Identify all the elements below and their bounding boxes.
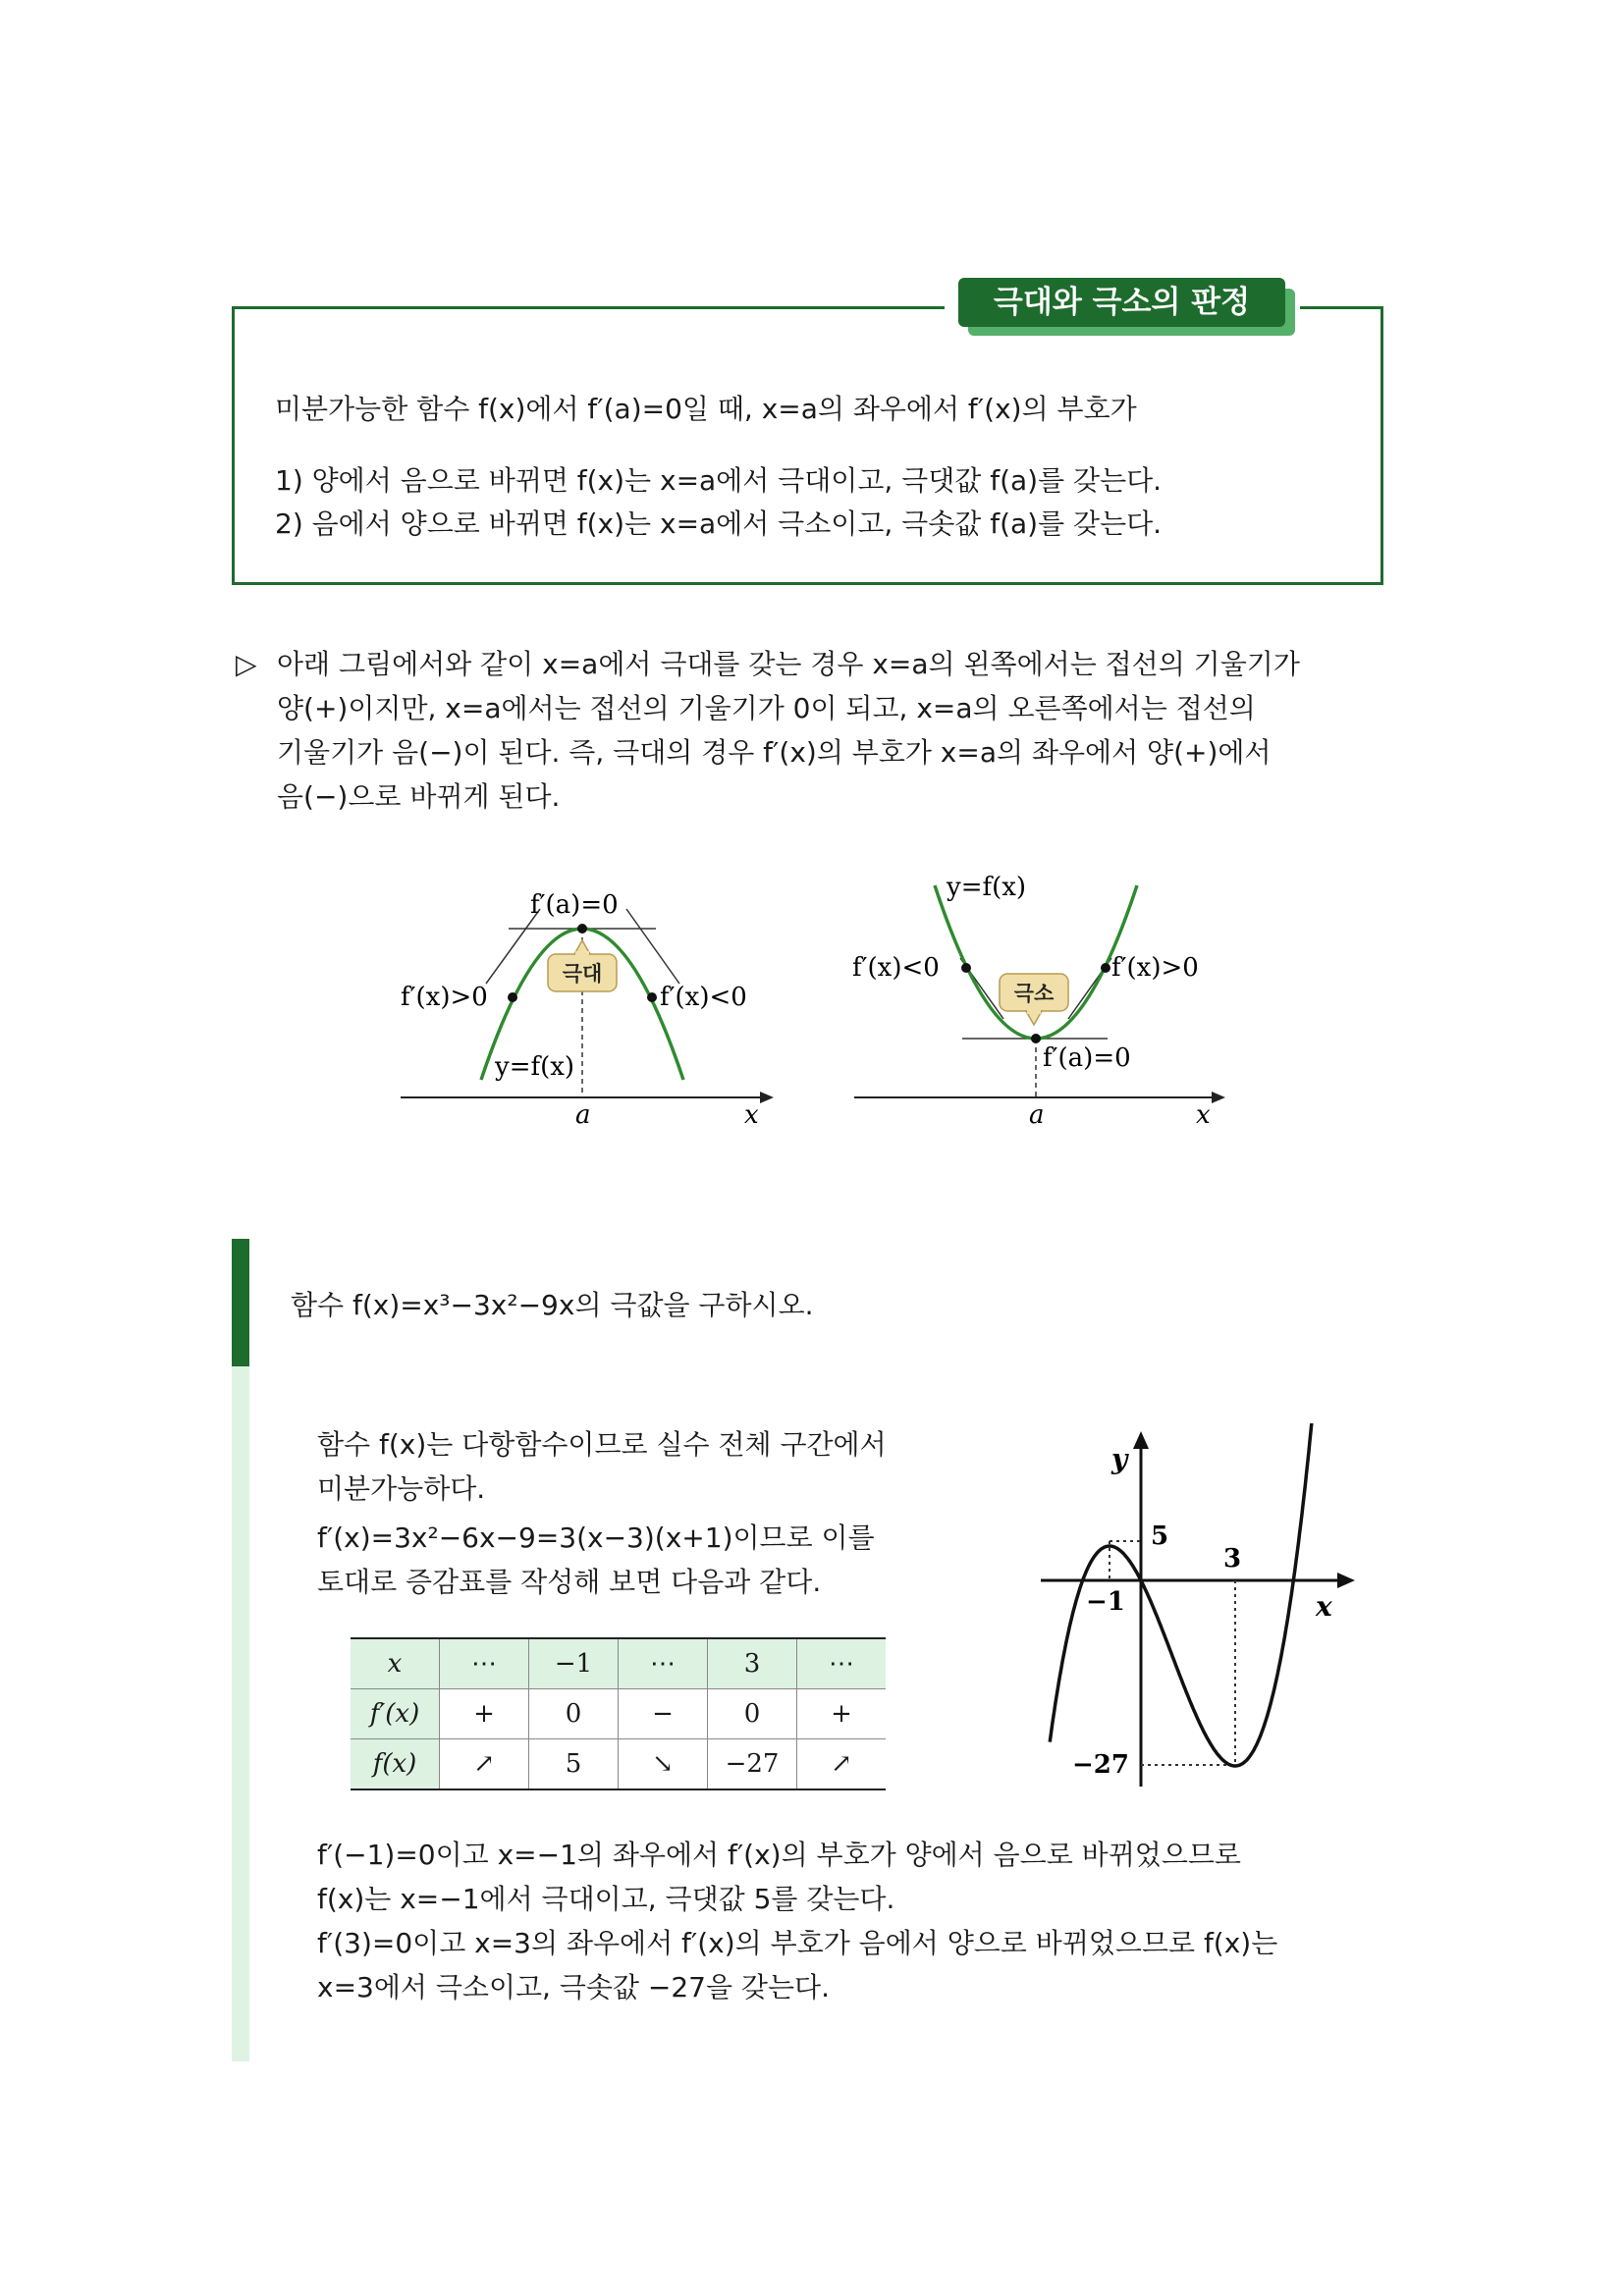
example-bar-light [232, 1366, 249, 2061]
min-x-label: x [1196, 1100, 1211, 1129]
table-cell: 0 [529, 1689, 619, 1739]
table-cell: f(x) [351, 1739, 440, 1790]
table-cell: 0 [708, 1689, 797, 1739]
max-right-label: f′(x)<0 [660, 983, 747, 1012]
table-cell: ⋯ [619, 1638, 708, 1689]
explanation-marker: ▷ [236, 648, 257, 680]
example-problem: 함수 f(x)=x³−3x²−9x의 극값을 구하시오. [291, 1289, 814, 1321]
max-point-right [647, 992, 657, 1002]
max-tangent-right [626, 909, 679, 984]
solution-line-1: 함수 f(x)는 다항함수이므로 실수 전체 구간에서 [317, 1428, 887, 1461]
table-cell: −1 [529, 1638, 619, 1689]
max-top-label: f′(a)=0 [530, 890, 619, 920]
graph-min-x-label: 3 [1223, 1544, 1242, 1574]
explanation-line-1: 아래 그림에서와 같이 x=a에서 극대를 갖는 경우 x=a의 왼쪽에서는 접선의 기울기가 [277, 648, 1300, 680]
max-badge-label: 극대 [562, 962, 603, 986]
table-cell: ↗ [797, 1739, 887, 1790]
graph-y-label: y [1111, 1443, 1128, 1475]
min-bottom-label: f′(a)=0 [1043, 1043, 1131, 1073]
table-cell: 5 [529, 1739, 619, 1790]
graph-y-axis-arrow [1133, 1431, 1149, 1449]
graph-x-axis-arrow [1337, 1573, 1355, 1588]
definition-intro: 미분가능한 함수 f(x)에서 f′(a)=0일 때, x=a의 좌우에서 f′(x)의 부호가 [275, 393, 1137, 425]
table-row [351, 1739, 886, 1790]
explanation-line-3: 기울기가 음(−)이 된다. 즉, 극대의 경우 f′(x)의 부호가 x=a의 좌우에서 양(+)에서 [277, 736, 1272, 769]
table-cell: ⋯ [797, 1638, 887, 1689]
min-point-bottom [1031, 1034, 1041, 1043]
definition-item-1: 1) 양에서 음으로 바뀌면 f(x)는 x=a에서 극대이고, 극댓값 f(a)를 갖는다. [275, 464, 1163, 497]
max-point-left [508, 992, 517, 1002]
table-cell: −27 [708, 1739, 797, 1790]
table-row [351, 1689, 886, 1739]
table-cell: + [797, 1689, 887, 1739]
table-cell: ↗ [440, 1739, 529, 1790]
max-tangent-left [486, 909, 540, 984]
min-a-label: a [1029, 1100, 1045, 1129]
max-a-label: a [575, 1100, 591, 1129]
table-cell: ⋯ [440, 1638, 529, 1689]
conclusion-line-1: f′(−1)=0이고 x=−1의 좌우에서 f′(x)의 부호가 양에서 음으로 바뀌었으므로 [317, 1839, 1241, 1871]
min-point-left [961, 963, 971, 973]
max-x-axis-arrow [760, 1092, 774, 1103]
graph-min-value-label: −27 [1072, 1750, 1129, 1780]
max-left-label: f′(x)>0 [401, 983, 488, 1012]
maximum-figure [393, 874, 785, 1129]
cubic-graph [1031, 1423, 1365, 1796]
definition-title: 극대와 극소의 판정 [958, 278, 1285, 327]
min-right-label: f′(x)>0 [1111, 953, 1199, 983]
minimum-figure [844, 874, 1237, 1129]
max-point-top [577, 924, 587, 934]
min-badge-label: 극소 [1013, 982, 1055, 1005]
min-left-label: f′(x)<0 [852, 953, 940, 983]
min-curve-label: y=f(x) [947, 874, 1027, 902]
solution-line-4: 토대로 증감표를 작성해 보면 다음과 같다. [317, 1566, 822, 1598]
table-cell: 3 [708, 1638, 797, 1689]
conclusion-line-2: f(x)는 x=−1에서 극대이고, 극댓값 5를 갖는다. [317, 1883, 895, 1915]
solution-line-2: 미분가능하다. [317, 1472, 486, 1505]
min-badge-joint [1027, 1009, 1041, 1014]
example-bar-dark [232, 1239, 249, 1366]
min-point-right [1101, 963, 1110, 973]
max-badge-joint [575, 951, 589, 956]
max-x-label: x [744, 1100, 759, 1129]
graph-max-x-label: −1 [1086, 1587, 1125, 1617]
definition-item-2: 2) 음에서 양으로 바뀌면 f(x)는 x=a에서 극소이고, 극솟값 f(a)를 갖는다. [275, 507, 1163, 540]
graph-x-label: x [1316, 1590, 1332, 1623]
min-x-axis-arrow [1212, 1092, 1225, 1103]
table-cell: − [619, 1689, 708, 1739]
table-cell: x [351, 1638, 440, 1689]
solution-line-3: f′(x)=3x²−6x−9=3(x−3)(x+1)이므로 이를 [317, 1522, 875, 1554]
explanation-line-4: 음(−)으로 바뀌게 된다. [277, 780, 561, 813]
max-curve-label: y=f(x) [495, 1052, 575, 1082]
table-row [351, 1638, 886, 1689]
graph-max-value-label: 5 [1151, 1522, 1169, 1551]
table-cell: f′(x) [351, 1689, 440, 1739]
explanation-line-2: 양(+)이지만, x=a에서는 접선의 기울기가 0이 되고, x=a의 오른쪽에서는 접선의 [277, 692, 1256, 724]
conclusion-line-3: f′(3)=0이고 x=3의 좌우에서 f′(x)의 부호가 음에서 양으로 바뀌었으므로 f(x)는 [317, 1927, 1278, 1959]
increase-decrease-table [351, 1637, 886, 1790]
table-cell: + [440, 1689, 529, 1739]
conclusion-line-4: x=3에서 극소이고, 극솟값 −27을 갖는다. [317, 1971, 830, 2003]
table-cell: ↘ [619, 1739, 708, 1790]
